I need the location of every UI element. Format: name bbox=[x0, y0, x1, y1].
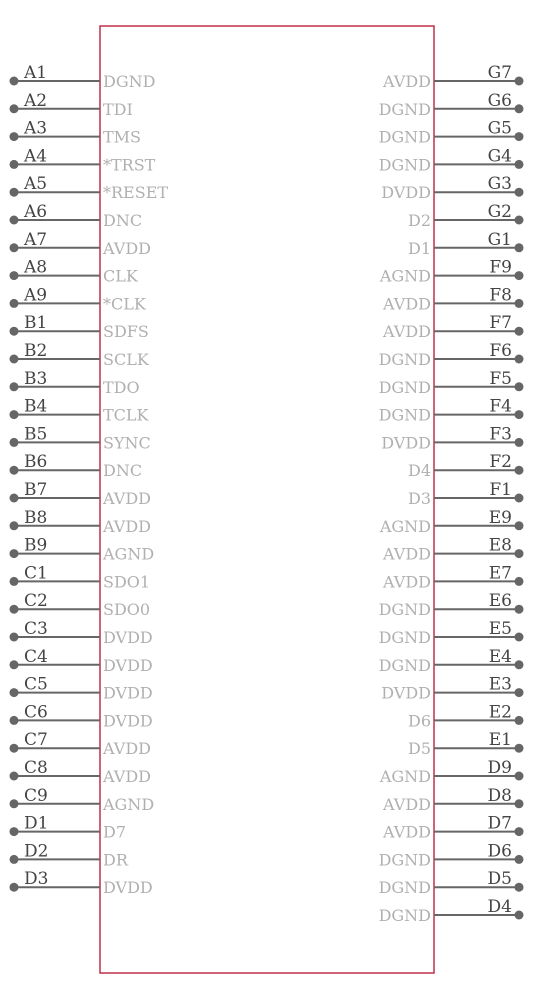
pin-end-dot bbox=[10, 243, 19, 252]
pin-end-dot bbox=[10, 883, 19, 892]
pin-number: E8 bbox=[488, 535, 512, 556]
pin-b1 bbox=[10, 313, 149, 341]
pin-name: DVDD bbox=[103, 711, 153, 731]
pin-number: A2 bbox=[24, 90, 48, 111]
pin-end-dot bbox=[515, 216, 524, 225]
pin-number: A3 bbox=[24, 118, 48, 139]
pin-name: D3 bbox=[407, 489, 431, 508]
pin-number: A7 bbox=[24, 229, 48, 250]
pin-name: AVDD bbox=[103, 238, 151, 258]
pin-number: E5 bbox=[488, 619, 512, 639]
pin-d4 bbox=[379, 897, 524, 925]
pin-end-dot bbox=[515, 799, 524, 808]
pin-end-dot bbox=[10, 716, 19, 725]
pin-g5 bbox=[379, 119, 524, 147]
pin-number: C6 bbox=[24, 702, 48, 723]
pin-a8 bbox=[10, 258, 139, 286]
pin-d9 bbox=[379, 758, 524, 786]
pin-end-dot bbox=[515, 355, 524, 364]
pin-number: F5 bbox=[489, 368, 512, 389]
pin-number: C9 bbox=[24, 785, 48, 806]
pin-name: DVDD bbox=[103, 683, 153, 703]
pin-c8 bbox=[10, 758, 151, 786]
pin-a7 bbox=[10, 230, 151, 258]
pin-end-dot bbox=[515, 660, 524, 669]
pin-number: A9 bbox=[24, 285, 48, 306]
pin-end-dot bbox=[515, 410, 524, 419]
pin-number: B9 bbox=[24, 535, 48, 556]
pin-end-dot bbox=[515, 438, 524, 447]
pin-number: A8 bbox=[24, 257, 48, 278]
pin-name: AVDD bbox=[383, 72, 431, 91]
pin-end-dot bbox=[10, 855, 19, 864]
left-pin-group bbox=[10, 63, 169, 897]
pin-end-dot bbox=[515, 466, 524, 475]
pin-g6 bbox=[379, 91, 524, 119]
pin-end-dot bbox=[515, 911, 524, 920]
pin-name: D2 bbox=[407, 211, 431, 230]
pin-number: G4 bbox=[487, 146, 512, 167]
pin-name: DVDD bbox=[103, 878, 153, 898]
pin-name: AVDD bbox=[383, 822, 431, 842]
pin-end-dot bbox=[10, 327, 19, 336]
pin-name: DGND bbox=[103, 72, 156, 91]
pin-c1 bbox=[10, 563, 151, 591]
pin-number: A5 bbox=[24, 174, 48, 195]
pin-end-dot bbox=[515, 243, 524, 252]
pin-name: DGND bbox=[378, 655, 431, 675]
pin-number: A6 bbox=[24, 202, 48, 222]
pin-end-dot bbox=[10, 494, 19, 503]
pin-name: D4 bbox=[407, 461, 431, 481]
pin-end-dot bbox=[10, 438, 19, 447]
pin-name: DR bbox=[103, 850, 128, 870]
pin-end-dot bbox=[515, 188, 524, 197]
pin-d5 bbox=[379, 869, 524, 897]
pin-name: DVDD bbox=[103, 628, 153, 647]
pin-name: DGND bbox=[378, 377, 431, 397]
pin-end-dot bbox=[515, 104, 524, 113]
pin-name: AVDD bbox=[103, 767, 151, 786]
pin-d7 bbox=[382, 814, 523, 842]
pin-number: A4 bbox=[24, 146, 48, 167]
pin-b4 bbox=[10, 397, 150, 425]
pin-g7 bbox=[382, 63, 523, 91]
pin-end-dot bbox=[515, 855, 524, 864]
pin-end-dot bbox=[515, 633, 524, 642]
pin-number: B6 bbox=[24, 452, 48, 473]
pin-end-dot bbox=[10, 355, 19, 364]
pin-number: F4 bbox=[489, 396, 512, 417]
pin-number: G5 bbox=[487, 118, 512, 139]
pin-end-dot bbox=[515, 883, 524, 892]
pin-name: D7 bbox=[103, 822, 127, 842]
pin-end-dot bbox=[10, 216, 19, 225]
pin-name: DVDD bbox=[103, 655, 153, 675]
pin-name: CLK bbox=[103, 266, 138, 286]
pin-end-dot bbox=[10, 132, 19, 141]
pin-end-dot bbox=[10, 271, 19, 280]
pin-name: DVDD bbox=[381, 183, 431, 203]
pin-name: DGND bbox=[378, 350, 431, 369]
pin-name: TDO bbox=[103, 377, 140, 397]
pin-end-dot bbox=[515, 521, 524, 530]
pin-f3 bbox=[381, 424, 523, 452]
pin-a2 bbox=[10, 91, 133, 119]
pin-number: A1 bbox=[24, 63, 48, 83]
pin-number: D8 bbox=[487, 785, 512, 806]
pin-name: SCLK bbox=[103, 350, 149, 369]
pin-end-dot bbox=[10, 410, 19, 419]
pin-name: DGND bbox=[378, 850, 431, 870]
pin-end-dot bbox=[10, 744, 19, 753]
pin-number: G3 bbox=[487, 174, 512, 195]
pin-end-dot bbox=[515, 772, 524, 781]
pin-end-dot bbox=[10, 577, 19, 586]
pin-end-dot bbox=[515, 605, 524, 614]
pin-end-dot bbox=[10, 299, 19, 308]
pin-end-dot bbox=[515, 827, 524, 836]
pin-end-dot bbox=[515, 77, 524, 86]
pin-number: E9 bbox=[488, 507, 512, 528]
pin-name: DGND bbox=[378, 906, 431, 925]
pin-end-dot bbox=[10, 633, 19, 642]
pin-number: D2 bbox=[24, 841, 49, 862]
pin-number: F3 bbox=[489, 424, 512, 445]
pin-end-dot bbox=[10, 188, 19, 197]
pin-number: C4 bbox=[24, 646, 48, 667]
pin-end-dot bbox=[515, 160, 524, 169]
pin-b6 bbox=[10, 452, 143, 480]
pin-a9 bbox=[10, 285, 147, 313]
pin-name: DGND bbox=[378, 99, 431, 119]
pin-c6 bbox=[10, 702, 153, 730]
pin-number: B4 bbox=[24, 396, 48, 417]
pin-name: DVDD bbox=[381, 683, 431, 703]
pin-end-dot bbox=[10, 549, 19, 558]
pin-e6 bbox=[379, 591, 524, 619]
pin-e2 bbox=[408, 702, 524, 730]
pin-name: AGND bbox=[379, 767, 431, 786]
pin-number: C2 bbox=[24, 591, 48, 612]
pin-c2 bbox=[10, 591, 151, 619]
pin-end-dot bbox=[10, 77, 19, 86]
pin-b8 bbox=[10, 508, 151, 536]
pin-number: E1 bbox=[488, 730, 512, 751]
pin-name: TMS bbox=[103, 127, 142, 147]
pin-number: D9 bbox=[487, 758, 512, 778]
pin-name: DGND bbox=[378, 155, 431, 175]
pin-number: C5 bbox=[24, 674, 48, 695]
pin-name: *TRST bbox=[103, 155, 156, 175]
pin-e5 bbox=[379, 619, 524, 647]
pin-name: SYNC bbox=[103, 433, 151, 453]
pin-e7 bbox=[382, 563, 523, 591]
pin-end-dot bbox=[10, 382, 19, 391]
pin-name: AVDD bbox=[103, 489, 151, 508]
pin-number: F8 bbox=[489, 285, 512, 306]
pin-f2 bbox=[408, 452, 524, 480]
pin-number: B2 bbox=[24, 341, 48, 361]
pin-name: SDFS bbox=[103, 322, 149, 342]
pin-name: AVDD bbox=[383, 572, 431, 592]
pin-f5 bbox=[379, 369, 524, 397]
pin-d6 bbox=[379, 841, 524, 869]
pin-end-dot bbox=[515, 744, 524, 753]
pin-number: E7 bbox=[488, 563, 512, 584]
pin-name: AVDD bbox=[103, 516, 151, 536]
pin-number: E2 bbox=[488, 702, 512, 723]
pin-end-dot bbox=[10, 799, 19, 808]
pin-c4 bbox=[10, 647, 153, 675]
pin-name: D5 bbox=[407, 739, 431, 759]
pin-name: DVDD bbox=[381, 433, 431, 453]
pin-name: AVDD bbox=[383, 322, 431, 342]
pin-f6 bbox=[379, 341, 524, 369]
pin-end-dot bbox=[10, 466, 19, 475]
pin-number: B3 bbox=[24, 368, 48, 389]
pin-g1 bbox=[408, 230, 524, 258]
pin-name: AVDD bbox=[383, 294, 431, 314]
pin-end-dot bbox=[515, 382, 524, 391]
pin-c3 bbox=[10, 619, 153, 647]
pin-name: AGND bbox=[103, 794, 155, 814]
pin-e8 bbox=[382, 536, 523, 564]
pin-name: DGND bbox=[378, 127, 431, 147]
pin-d2 bbox=[10, 841, 129, 869]
pin-b3 bbox=[10, 369, 140, 397]
pin-name: AVDD bbox=[383, 794, 431, 814]
pin-name: DGND bbox=[378, 628, 431, 647]
pin-number: E6 bbox=[488, 591, 512, 612]
pin-name: *RESET bbox=[103, 183, 169, 203]
pin-number: E4 bbox=[488, 646, 512, 667]
pin-end-dot bbox=[515, 271, 524, 280]
pin-end-dot bbox=[515, 688, 524, 697]
pin-e9 bbox=[379, 508, 524, 536]
pin-a1 bbox=[10, 63, 156, 91]
pin-end-dot bbox=[515, 716, 524, 725]
pin-name: SDO1 bbox=[103, 572, 151, 592]
pin-e3 bbox=[381, 675, 523, 703]
right-pin-group bbox=[379, 63, 524, 925]
pin-d1 bbox=[10, 814, 127, 842]
pin-f8 bbox=[382, 285, 523, 313]
pin-name: AVDD bbox=[103, 739, 151, 759]
pin-end-dot bbox=[10, 160, 19, 169]
pin-end-dot bbox=[515, 577, 524, 586]
pin-number: G1 bbox=[487, 229, 512, 250]
pin-name: SDO0 bbox=[103, 600, 151, 620]
pin-b9 bbox=[10, 536, 155, 564]
pin-number: B1 bbox=[24, 313, 48, 334]
pin-b7 bbox=[10, 480, 151, 508]
pin-number: F2 bbox=[489, 452, 512, 473]
pin-end-dot bbox=[10, 827, 19, 836]
pin-name: AGND bbox=[379, 266, 431, 286]
pin-end-dot bbox=[10, 772, 19, 781]
pin-name: D1 bbox=[407, 238, 431, 258]
pin-number: F1 bbox=[489, 480, 512, 500]
pin-name: AVDD bbox=[383, 544, 431, 564]
pin-f1 bbox=[408, 480, 524, 508]
pin-c7 bbox=[10, 730, 151, 758]
pin-number: D5 bbox=[487, 869, 512, 890]
pin-number: E3 bbox=[488, 674, 512, 695]
pin-name: AGND bbox=[103, 544, 155, 564]
pin-a3 bbox=[10, 119, 142, 147]
pin-f9 bbox=[379, 258, 524, 286]
pin-end-dot bbox=[515, 327, 524, 336]
pin-number: C3 bbox=[24, 619, 48, 639]
pin-number: F9 bbox=[489, 257, 512, 278]
pin-name: DGND bbox=[378, 600, 431, 620]
pin-d8 bbox=[382, 786, 523, 814]
pin-b2 bbox=[10, 341, 150, 369]
pin-number: D7 bbox=[487, 813, 512, 834]
pin-g3 bbox=[381, 174, 523, 202]
pin-number: F7 bbox=[489, 313, 512, 334]
pin-name: TCLK bbox=[103, 405, 149, 425]
pin-end-dot bbox=[10, 605, 19, 614]
pin-end-dot bbox=[10, 688, 19, 697]
pin-number: C8 bbox=[24, 758, 48, 778]
pin-end-dot bbox=[10, 660, 19, 669]
pin-name: AGND bbox=[379, 516, 431, 536]
pin-number: D4 bbox=[487, 897, 512, 917]
pin-a6 bbox=[10, 202, 143, 230]
pin-number: B7 bbox=[24, 480, 48, 500]
pin-number: D6 bbox=[487, 841, 512, 862]
pin-number: C7 bbox=[24, 730, 48, 751]
pin-name: TDI bbox=[103, 99, 133, 119]
pin-f4 bbox=[379, 397, 524, 425]
pin-number: C1 bbox=[24, 563, 48, 584]
pin-number: G2 bbox=[487, 202, 512, 222]
pin-end-dot bbox=[10, 521, 19, 530]
pin-c9 bbox=[10, 786, 155, 814]
pin-end-dot bbox=[10, 104, 19, 113]
pin-e1 bbox=[408, 730, 524, 758]
pin-name: DNC bbox=[103, 211, 143, 230]
pin-name: DGND bbox=[378, 878, 431, 898]
pin-g4 bbox=[379, 146, 524, 174]
pin-a5 bbox=[10, 174, 169, 202]
pin-end-dot bbox=[515, 494, 524, 503]
pin-number: B5 bbox=[24, 424, 48, 445]
pin-name: DNC bbox=[103, 461, 143, 481]
pin-g2 bbox=[408, 202, 524, 230]
pin-number: F6 bbox=[489, 341, 512, 361]
pin-f7 bbox=[382, 313, 523, 341]
pin-number: G6 bbox=[487, 90, 512, 111]
pin-d3 bbox=[10, 869, 153, 897]
pin-end-dot bbox=[515, 299, 524, 308]
pin-e4 bbox=[379, 647, 524, 675]
pin-name: D6 bbox=[407, 711, 431, 731]
pin-name: *CLK bbox=[103, 294, 146, 314]
pin-end-dot bbox=[515, 549, 524, 558]
pin-number: G7 bbox=[487, 63, 512, 83]
pin-number: B8 bbox=[24, 507, 48, 528]
pin-number: D3 bbox=[24, 869, 49, 890]
pin-end-dot bbox=[515, 132, 524, 141]
pin-number: D1 bbox=[24, 813, 49, 834]
pin-c5 bbox=[10, 675, 153, 703]
pin-name: DGND bbox=[378, 405, 431, 425]
pin-b5 bbox=[10, 424, 151, 452]
pin-a4 bbox=[10, 146, 156, 174]
